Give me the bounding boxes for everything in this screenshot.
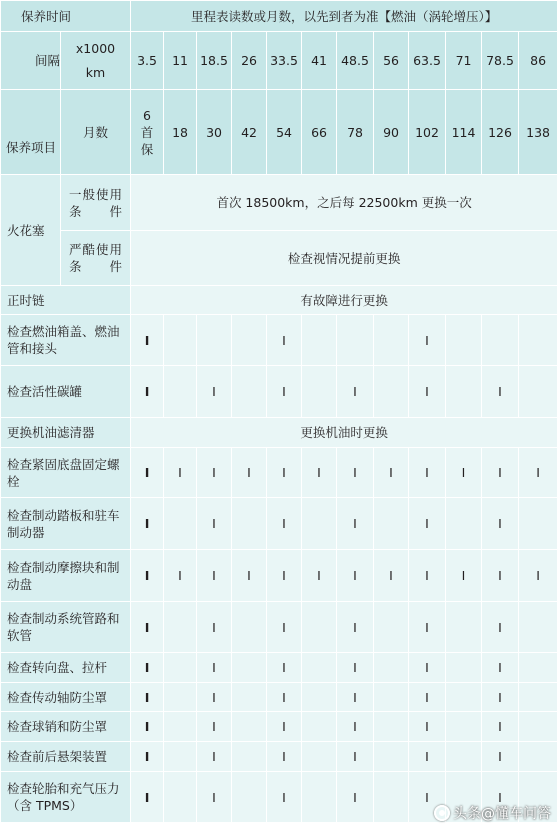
interval-cell bbox=[374, 366, 409, 418]
header-label-interval: 间隔 bbox=[1, 32, 61, 90]
inspect-mark: I bbox=[498, 689, 502, 705]
interval-cell bbox=[302, 448, 337, 498]
interval-cell bbox=[446, 448, 482, 498]
header-label-time: 保养时间 bbox=[1, 1, 131, 32]
inspect-mark: I bbox=[212, 749, 216, 764]
interval-cell bbox=[409, 602, 446, 653]
inspect-mark: I bbox=[178, 465, 182, 480]
interval-cell bbox=[267, 772, 302, 823]
inspect-mark: I bbox=[353, 789, 357, 805]
inspect-mark: I bbox=[353, 619, 357, 635]
interval-cell bbox=[374, 602, 409, 653]
month-value: 102 bbox=[409, 90, 446, 175]
inspect-mark: I bbox=[282, 689, 286, 705]
interval-cell bbox=[482, 550, 519, 602]
interval-cell bbox=[197, 448, 232, 498]
interval-cell bbox=[374, 448, 409, 498]
interval-cell bbox=[197, 712, 232, 742]
interval-cell bbox=[409, 683, 446, 712]
month-value: 90 bbox=[374, 90, 409, 175]
inspect-mark: I bbox=[144, 789, 150, 805]
interval-cell bbox=[374, 712, 409, 742]
inspect-mark: I bbox=[353, 384, 357, 399]
inspect-mark: I bbox=[282, 384, 286, 399]
interval-cell bbox=[374, 742, 409, 772]
inspect-mark: I bbox=[212, 384, 216, 399]
inspect-mark: I bbox=[144, 384, 150, 399]
inspect-mark: I bbox=[144, 332, 150, 348]
km-value: 63.5 bbox=[409, 32, 446, 90]
inspect-mark: I bbox=[498, 384, 502, 399]
interval-cell bbox=[409, 315, 446, 366]
row-label-tires: 检查轮胎和充气压力（含 TPMS） bbox=[1, 772, 131, 823]
interval-cell bbox=[267, 602, 302, 653]
inspect-mark: I bbox=[389, 568, 393, 583]
spark-normal-label: 一般使用条件 bbox=[61, 175, 131, 231]
month-value: 30 bbox=[197, 90, 232, 175]
inspect-mark: I bbox=[425, 660, 429, 675]
watermark bbox=[434, 803, 551, 823]
interval-cell bbox=[302, 366, 337, 418]
interval-cell bbox=[482, 683, 519, 712]
inspect-mark: I bbox=[389, 465, 393, 480]
interval-cell bbox=[131, 448, 164, 498]
inspect-mark: I bbox=[247, 465, 251, 480]
month-value: 78 bbox=[337, 90, 374, 175]
inspect-mark: I bbox=[282, 465, 286, 480]
km-value: 41 bbox=[302, 32, 337, 90]
interval-cell bbox=[197, 742, 232, 772]
row-label-canister: 检查活性碳罐 bbox=[1, 366, 131, 418]
inspect-mark: I bbox=[212, 568, 216, 583]
month-value: 18 bbox=[164, 90, 197, 175]
row-label-spark-plug: 火花塞 bbox=[1, 175, 61, 286]
row-label-brake-pedal: 检查制动踏板和驻车制动器 bbox=[1, 498, 131, 550]
interval-cell bbox=[409, 448, 446, 498]
interval-cell bbox=[409, 498, 446, 550]
inspect-mark: I bbox=[425, 516, 429, 531]
row-label-suspension: 检查前后悬架装置 bbox=[1, 742, 131, 772]
inspect-mark: I bbox=[212, 789, 216, 805]
inspect-mark: I bbox=[282, 660, 286, 675]
interval-cell bbox=[197, 366, 232, 418]
inspect-mark: I bbox=[282, 332, 286, 348]
month-value: 42 bbox=[232, 90, 267, 175]
interval-cell bbox=[197, 315, 232, 366]
interval-cell bbox=[374, 772, 409, 823]
inspect-mark: I bbox=[282, 789, 286, 805]
interval-cell bbox=[337, 683, 374, 712]
interval-cell bbox=[267, 550, 302, 602]
interval-cell bbox=[446, 683, 482, 712]
interval-cell bbox=[232, 742, 267, 772]
inspect-mark: I bbox=[212, 689, 216, 705]
row-label-chassis-bolts: 检查紧固底盘固定螺栓 bbox=[1, 448, 131, 498]
interval-cell bbox=[409, 712, 446, 742]
interval-cell bbox=[519, 498, 557, 550]
km-value: 18.5 bbox=[197, 32, 232, 90]
interval-cell bbox=[164, 653, 197, 683]
interval-cell bbox=[131, 498, 164, 550]
table-row bbox=[1, 683, 557, 712]
header-title: 里程表读数或月数，以先到者为准【燃油（涡轮增压）】 bbox=[131, 1, 557, 32]
interval-cell bbox=[302, 550, 337, 602]
interval-cell bbox=[446, 602, 482, 653]
interval-cell bbox=[267, 712, 302, 742]
interval-cell bbox=[519, 315, 557, 366]
header-label-months: 月数 bbox=[61, 90, 131, 175]
inspect-mark: I bbox=[353, 689, 357, 705]
interval-cell bbox=[302, 498, 337, 550]
inspect-mark: I bbox=[144, 689, 150, 705]
km-value: 11 bbox=[164, 32, 197, 90]
inspect-mark: I bbox=[144, 619, 150, 635]
interval-cell bbox=[302, 772, 337, 823]
table-row bbox=[1, 498, 557, 550]
inspect-mark: I bbox=[425, 789, 429, 805]
interval-cell bbox=[337, 448, 374, 498]
km-value: 86 bbox=[519, 32, 557, 90]
interval-cell bbox=[164, 366, 197, 418]
row-label-cv-boot: 检查传动轴防尘罩 bbox=[1, 683, 131, 712]
watermark-logo-icon bbox=[434, 805, 450, 821]
inspect-mark: I bbox=[498, 568, 502, 583]
interval-cell bbox=[131, 315, 164, 366]
inspect-mark: I bbox=[353, 516, 357, 531]
interval-cell bbox=[446, 653, 482, 683]
header-label-km-unit: x1000 km bbox=[61, 32, 131, 90]
inspect-mark: I bbox=[144, 660, 150, 675]
inspect-mark: I bbox=[212, 465, 216, 480]
inspect-mark: I bbox=[498, 660, 502, 675]
row-label-fuel-cap: 检查燃油箱盖、燃油管和接头 bbox=[1, 315, 131, 366]
table-row bbox=[1, 653, 557, 683]
interval-cell bbox=[164, 315, 197, 366]
interval-cell bbox=[302, 653, 337, 683]
interval-cell bbox=[232, 712, 267, 742]
interval-cell bbox=[267, 742, 302, 772]
interval-cell bbox=[337, 366, 374, 418]
interval-cell bbox=[337, 550, 374, 602]
interval-cell bbox=[519, 712, 557, 742]
interval-cell bbox=[374, 653, 409, 683]
row-label-steering: 检查转向盘、拉杆 bbox=[1, 653, 131, 683]
inspect-mark: I bbox=[425, 568, 429, 583]
interval-cell bbox=[267, 315, 302, 366]
interval-cell bbox=[164, 602, 197, 653]
interval-cell bbox=[519, 448, 557, 498]
interval-cell bbox=[232, 602, 267, 653]
interval-cell bbox=[197, 498, 232, 550]
inspect-mark: I bbox=[498, 619, 502, 635]
interval-cell bbox=[337, 315, 374, 366]
spark-severe-label: 严酷使用条件 bbox=[61, 231, 131, 286]
month-value: 126 bbox=[482, 90, 519, 175]
inspect-mark: I bbox=[536, 568, 540, 583]
inspect-mark: I bbox=[317, 568, 321, 583]
interval-cell bbox=[409, 550, 446, 602]
interval-cell bbox=[164, 742, 197, 772]
inspect-mark: I bbox=[425, 384, 429, 399]
month-value: 114 bbox=[446, 90, 482, 175]
table-row bbox=[1, 742, 557, 772]
month-value: 66 bbox=[302, 90, 337, 175]
inspect-mark: I bbox=[498, 465, 502, 480]
interval-cell bbox=[409, 366, 446, 418]
interval-cell bbox=[232, 366, 267, 418]
km-value: 33.5 bbox=[267, 32, 302, 90]
interval-cell bbox=[446, 315, 482, 366]
inspect-mark: I bbox=[282, 749, 286, 764]
interval-cell bbox=[131, 712, 164, 742]
interval-cell bbox=[164, 683, 197, 712]
inspect-mark: I bbox=[247, 568, 251, 583]
interval-cell bbox=[519, 742, 557, 772]
interval-cell bbox=[131, 550, 164, 602]
inspect-mark: I bbox=[498, 516, 502, 531]
inspect-mark: I bbox=[144, 568, 150, 583]
interval-cell bbox=[482, 315, 519, 366]
header-label-item: 保养项目 bbox=[1, 90, 61, 175]
table-row bbox=[1, 712, 557, 742]
table-row bbox=[1, 550, 557, 602]
month-value: 6 首 保 bbox=[131, 90, 164, 175]
inspect-mark: I bbox=[212, 719, 216, 734]
inspect-mark: I bbox=[317, 465, 321, 480]
interval-cell bbox=[267, 683, 302, 712]
km-value: 71 bbox=[446, 32, 482, 90]
inspect-mark: I bbox=[212, 660, 216, 675]
inspect-mark: I bbox=[144, 719, 150, 734]
inspect-mark: I bbox=[282, 516, 286, 531]
inspect-mark: I bbox=[498, 749, 502, 764]
interval-cell bbox=[302, 602, 337, 653]
spark-normal-text: 首次 18500km，之后每 22500km 更换一次 bbox=[131, 175, 557, 231]
interval-cell bbox=[232, 772, 267, 823]
inspect-mark: I bbox=[536, 465, 540, 480]
inspect-mark: I bbox=[144, 465, 150, 480]
interval-cell bbox=[131, 366, 164, 418]
interval-cell bbox=[482, 366, 519, 418]
interval-cell bbox=[374, 315, 409, 366]
inspect-mark: I bbox=[353, 749, 357, 764]
interval-cell bbox=[337, 772, 374, 823]
row-label-brake-pads: 检查制动摩擦块和制动盘 bbox=[1, 550, 131, 602]
inspect-mark: I bbox=[144, 516, 150, 531]
interval-cell bbox=[164, 498, 197, 550]
interval-cell bbox=[519, 683, 557, 712]
interval-cell bbox=[164, 448, 197, 498]
table-row bbox=[1, 448, 557, 498]
inspect-mark: I bbox=[282, 619, 286, 635]
inspect-mark: I bbox=[461, 465, 466, 480]
interval-cell bbox=[519, 366, 557, 418]
interval-cell bbox=[131, 772, 164, 823]
inspect-mark: I bbox=[353, 719, 357, 734]
inspect-mark: I bbox=[144, 749, 150, 764]
km-value: 48.5 bbox=[337, 32, 374, 90]
km-value: 3.5 bbox=[131, 32, 164, 90]
interval-cell bbox=[267, 498, 302, 550]
interval-cell bbox=[131, 653, 164, 683]
interval-cell bbox=[302, 712, 337, 742]
row-label-timing-chain: 正时链 bbox=[1, 286, 131, 315]
inspect-mark: I bbox=[353, 660, 357, 675]
interval-cell bbox=[232, 498, 267, 550]
km-value: 56 bbox=[374, 32, 409, 90]
table-row bbox=[1, 315, 557, 366]
interval-cell bbox=[519, 550, 557, 602]
inspect-mark: I bbox=[212, 516, 216, 531]
interval-cell bbox=[374, 683, 409, 712]
interval-cell bbox=[232, 550, 267, 602]
row-label-oil-filter: 更换机油滤清器 bbox=[1, 418, 131, 448]
interval-cell bbox=[337, 602, 374, 653]
km-value: 26 bbox=[232, 32, 267, 90]
inspect-mark: I bbox=[212, 619, 216, 635]
interval-cell bbox=[409, 653, 446, 683]
timing-chain-text: 有故障进行更换 bbox=[131, 286, 557, 315]
interval-cell bbox=[482, 742, 519, 772]
row-label-brake-lines: 检查制动系统管路和软管 bbox=[1, 602, 131, 653]
interval-cell bbox=[374, 550, 409, 602]
interval-cell bbox=[482, 712, 519, 742]
interval-cell bbox=[232, 448, 267, 498]
interval-cell bbox=[232, 653, 267, 683]
interval-cell bbox=[302, 683, 337, 712]
interval-cell bbox=[374, 498, 409, 550]
inspect-mark: I bbox=[425, 619, 429, 635]
inspect-mark: I bbox=[353, 568, 357, 583]
spark-severe-text: 检查视情况提前更换 bbox=[131, 231, 557, 286]
interval-cell bbox=[446, 550, 482, 602]
inspect-mark: I bbox=[425, 332, 429, 348]
interval-cell bbox=[482, 498, 519, 550]
inspect-mark: I bbox=[425, 689, 429, 705]
interval-cell bbox=[302, 742, 337, 772]
month-value: 138 bbox=[519, 90, 557, 175]
interval-cell bbox=[446, 498, 482, 550]
interval-cell bbox=[337, 742, 374, 772]
inspect-mark: I bbox=[425, 465, 429, 480]
interval-cell bbox=[197, 653, 232, 683]
inspect-mark: I bbox=[425, 749, 429, 764]
interval-cell bbox=[267, 653, 302, 683]
interval-cell bbox=[267, 448, 302, 498]
table-row bbox=[1, 366, 557, 418]
interval-cell bbox=[302, 315, 337, 366]
interval-cell bbox=[197, 550, 232, 602]
interval-cell bbox=[482, 448, 519, 498]
interval-cell bbox=[337, 498, 374, 550]
inspect-mark: I bbox=[498, 719, 502, 734]
interval-cell bbox=[164, 712, 197, 742]
interval-cell bbox=[446, 366, 482, 418]
interval-cell bbox=[482, 602, 519, 653]
inspect-mark: I bbox=[353, 465, 357, 480]
km-value: 78.5 bbox=[482, 32, 519, 90]
interval-cell bbox=[446, 712, 482, 742]
table-row bbox=[1, 602, 557, 653]
interval-cell bbox=[337, 712, 374, 742]
interval-cell bbox=[232, 315, 267, 366]
interval-cell bbox=[131, 683, 164, 712]
interval-cell bbox=[232, 683, 267, 712]
interval-cell bbox=[131, 602, 164, 653]
interval-cell bbox=[197, 602, 232, 653]
inspect-mark: I bbox=[425, 719, 429, 734]
interval-cell bbox=[164, 550, 197, 602]
interval-cell bbox=[519, 602, 557, 653]
inspect-mark: I bbox=[498, 789, 502, 805]
interval-cell bbox=[446, 742, 482, 772]
interval-cell bbox=[409, 742, 446, 772]
month-value: 54 bbox=[267, 90, 302, 175]
interval-cell bbox=[337, 653, 374, 683]
inspect-mark: I bbox=[178, 568, 182, 583]
interval-cell bbox=[164, 772, 197, 823]
watermark-text: 头条@懂车问答 bbox=[453, 806, 551, 822]
row-label-ball-joint: 检查球销和防尘罩 bbox=[1, 712, 131, 742]
interval-cell bbox=[131, 742, 164, 772]
inspect-mark: I bbox=[282, 568, 286, 583]
inspect-mark: I bbox=[282, 719, 286, 734]
interval-cell bbox=[197, 683, 232, 712]
interval-cell bbox=[519, 653, 557, 683]
interval-cell bbox=[197, 772, 232, 823]
inspect-mark: I bbox=[461, 568, 466, 583]
interval-cell bbox=[267, 366, 302, 418]
oil-filter-text: 更换机油时更换 bbox=[131, 418, 557, 448]
interval-cell bbox=[482, 653, 519, 683]
